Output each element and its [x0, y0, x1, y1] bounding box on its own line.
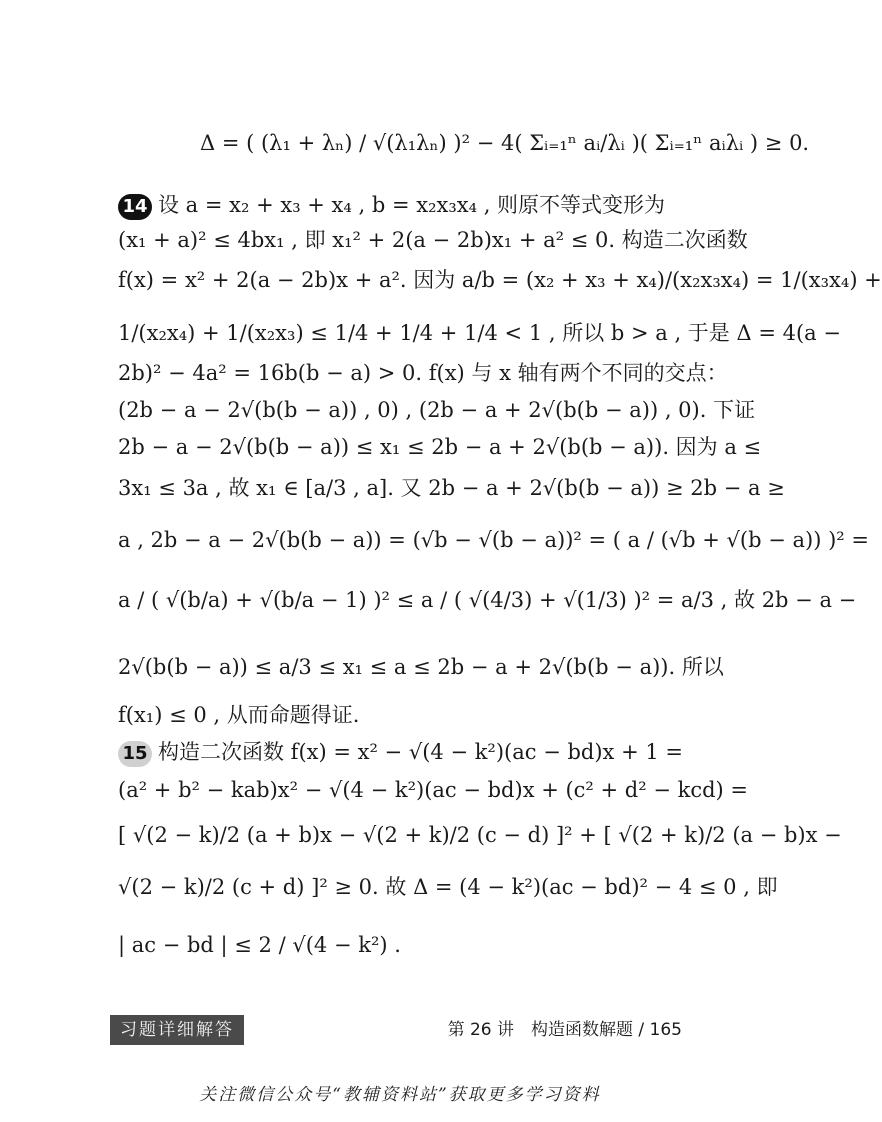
p14-line-6: (2b − a − 2√(b(b − a)) , 0) , (2b − a + 2√(b(b − a)) , 0). 下证: [118, 398, 756, 422]
p14-line-1: [118, 190, 688, 220]
p15-text-1: 构造二次函数 f(x) = x² − √(4 − k²)(ac − bd)x + 1 =: [158, 740, 683, 764]
p14-line-5: 2b)² − 4a² = 16b(b − a) > 0. f(x) 与 x 轴有两个不同的交点：: [118, 361, 728, 385]
p14-line-3: f(x) = x² + 2(a − 2b)x + a². 因为 a/b = (x₂ + x₃ + x₄)/(x₂x₃x₄) = 1/(x₃x₄) +: [118, 268, 882, 292]
problem-15-badge: 15: [118, 741, 152, 767]
p14-text-1: 设 a = x₂ + x₃ + x₄ , b = x₂x₃x₄ , 则原不等式变形为: [158, 193, 666, 217]
p14-line-2: (x₁ + a)² ≤ 4bx₁ , 即 x₁² + 2(a − 2b)x₁ + a² ≤ 0. 构造二次函数: [118, 228, 748, 252]
p15-line-5: | ac − bd | ≤ 2 / √(4 − k²) .: [118, 933, 401, 957]
display-equation: Δ = ( (λ₁ + λₙ) / √(λ₁λₙ) )² − 4( Σᵢ₌₁ⁿ aᵢ/λᵢ )( Σᵢ₌₁ⁿ aᵢλᵢ ) ≥ 0.: [200, 131, 810, 155]
p15-line-2: (a² + b² − kab)x² − √(4 − k²)(ac − bd)x + (c² + d² − kcd) =: [118, 778, 748, 802]
p14-line-11: 2√(b(b − a)) ≤ a/3 ≤ x₁ ≤ a ≤ 2b − a + 2√(b(b − a)). 所以: [118, 655, 724, 679]
p14-line-12: f(x₁) ≤ 0 , 从而命题得证.: [118, 703, 360, 727]
p14-line-8: 3x₁ ≤ 3a , 故 x₁ ∈ [a/3 , a]. 又 2b − a + 2√(b(b − a)) ≥ 2b − a ≥: [118, 476, 785, 500]
watermark-text: 关注微信公众号“教辅资料站”获取更多学习资料: [199, 1085, 601, 1105]
p14-line-7: 2b − a − 2√(b(b − a)) ≤ x₁ ≤ 2b − a + 2√(b(b − a)). 因为 a ≤: [118, 435, 762, 459]
p14-line-4: 1/(x₂x₄) + 1/(x₂x₃) ≤ 1/4 + 1/4 + 1/4 < 1 , 所以 b > a , 于是 Δ = 4(a −: [118, 321, 841, 345]
p15-line-1: [118, 737, 688, 767]
p15-line-4: √(2 − k)/2 (c + d) ]² ≥ 0. 故 Δ = (4 − k²)(ac − bd)² − 4 ≤ 0 , 即: [118, 875, 778, 899]
p14-line-9: a , 2b − a − 2√(b(b − a)) = (√b − √(b − a))² = ( a / (√b + √(b − a)) )² =: [118, 528, 869, 552]
p15-line-3: [ √(2 − k)/2 (a + b)x − √(2 + k)/2 (c − d) ]² + [ √(2 + k)/2 (a − b)x −: [118, 823, 842, 847]
problem-14-badge: 14: [118, 194, 152, 220]
section-label: 习题详细解答: [110, 1015, 244, 1045]
page-footer: 第 26 讲 构造函数解题 / 165: [447, 1020, 682, 1040]
p14-line-10: a / ( √(b/a) + √(b/a − 1) )² ≤ a / ( √(4/3) + √(1/3) )² = a/3 , 故 2b − a −: [118, 588, 857, 612]
